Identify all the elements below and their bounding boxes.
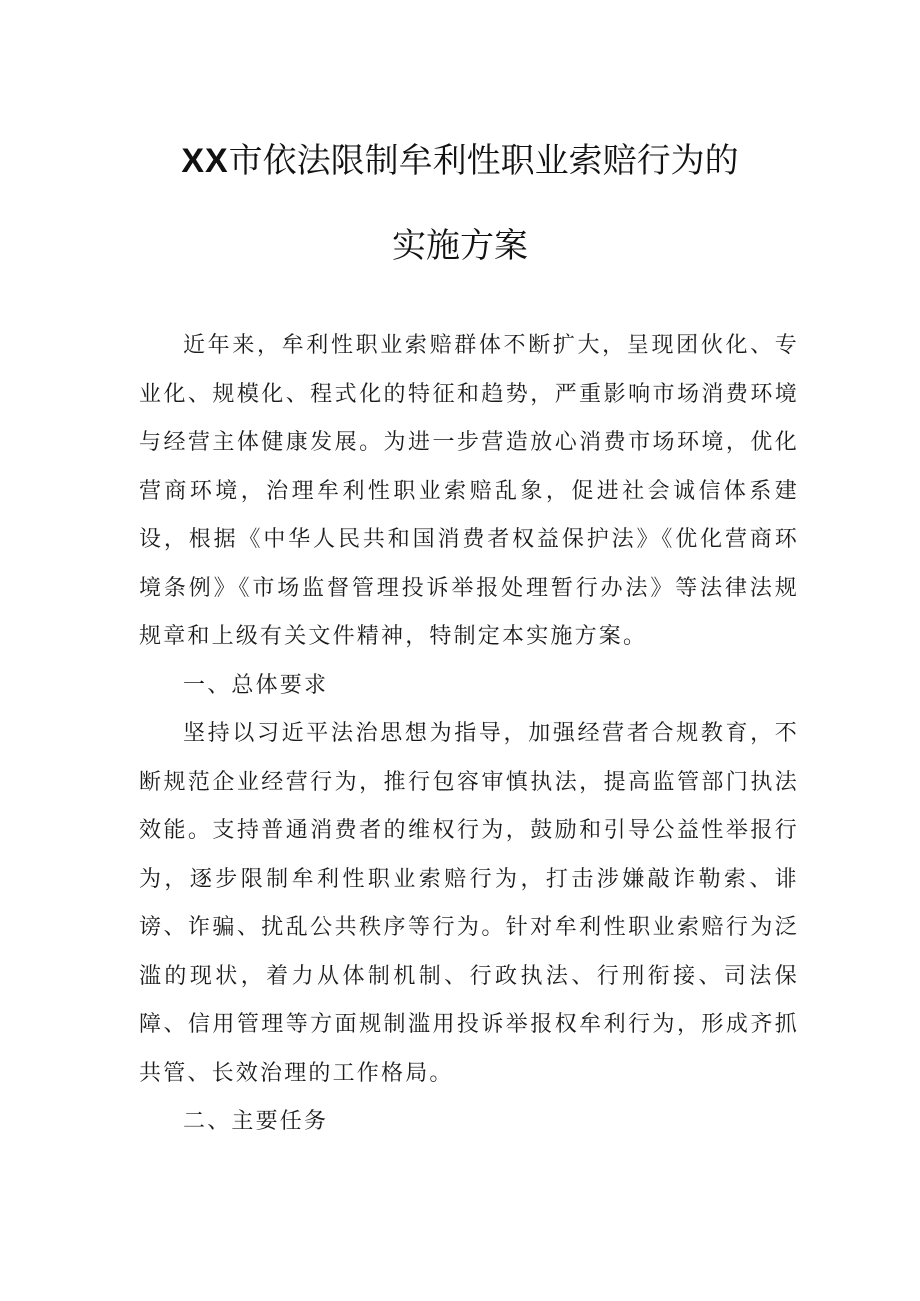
title-main: 市依法限制牟利性职业索赔行为的: [228, 141, 739, 181]
document-title-line-1: [0, 141, 920, 181]
intro-paragraph: 近年来，牟利性职业索赔群体不断扩大，呈现团伙化、专业化、规模化、程式化的特征和趋势，严重影响市场消费环境与经营主体健康发展。为进一步营造放心消费市场环境，优化营商环境，治理牟利性职业索赔乱象，促进社会诚信体系建设，根据《中华人民共和国消费者权益保护法》《优化营商环境条例》《市场监督管理投诉举报处理暂行办法》等法律法规规章和上级有关文件精神，特制定本实施方案。: [139, 333, 799, 649]
document-body: [139, 322, 799, 1147]
title-prefix: XX: [181, 142, 229, 180]
general-requirements-paragraph: 坚持以习近平法治思想为指导，加强经营者合规教育，不断规范企业经营行为，推行包容审慎执法，提高监管部门执法效能。支持普通消费者的维权行为，鼓励和引导公益性举报行为，逐步限制牟利性职业索赔行为，打击涉嫌敲诈勒索、诽谤、诈骗、扰乱公共秩序等行为。针对牟利性职业索赔行为泛滥的现状，着力从体制机制、行政执法、行刑衔接、司法保障、信用管理等方面规制滥用投诉举报权牟利行为，形成齐抓共管、长效治理的工作格局。: [139, 721, 799, 1086]
document-title-line-2: 实施方案: [392, 226, 528, 266]
section-heading-main-tasks: 二、主要任务: [183, 1109, 329, 1134]
section-heading-general-requirements: 一、总体要求: [183, 672, 329, 698]
